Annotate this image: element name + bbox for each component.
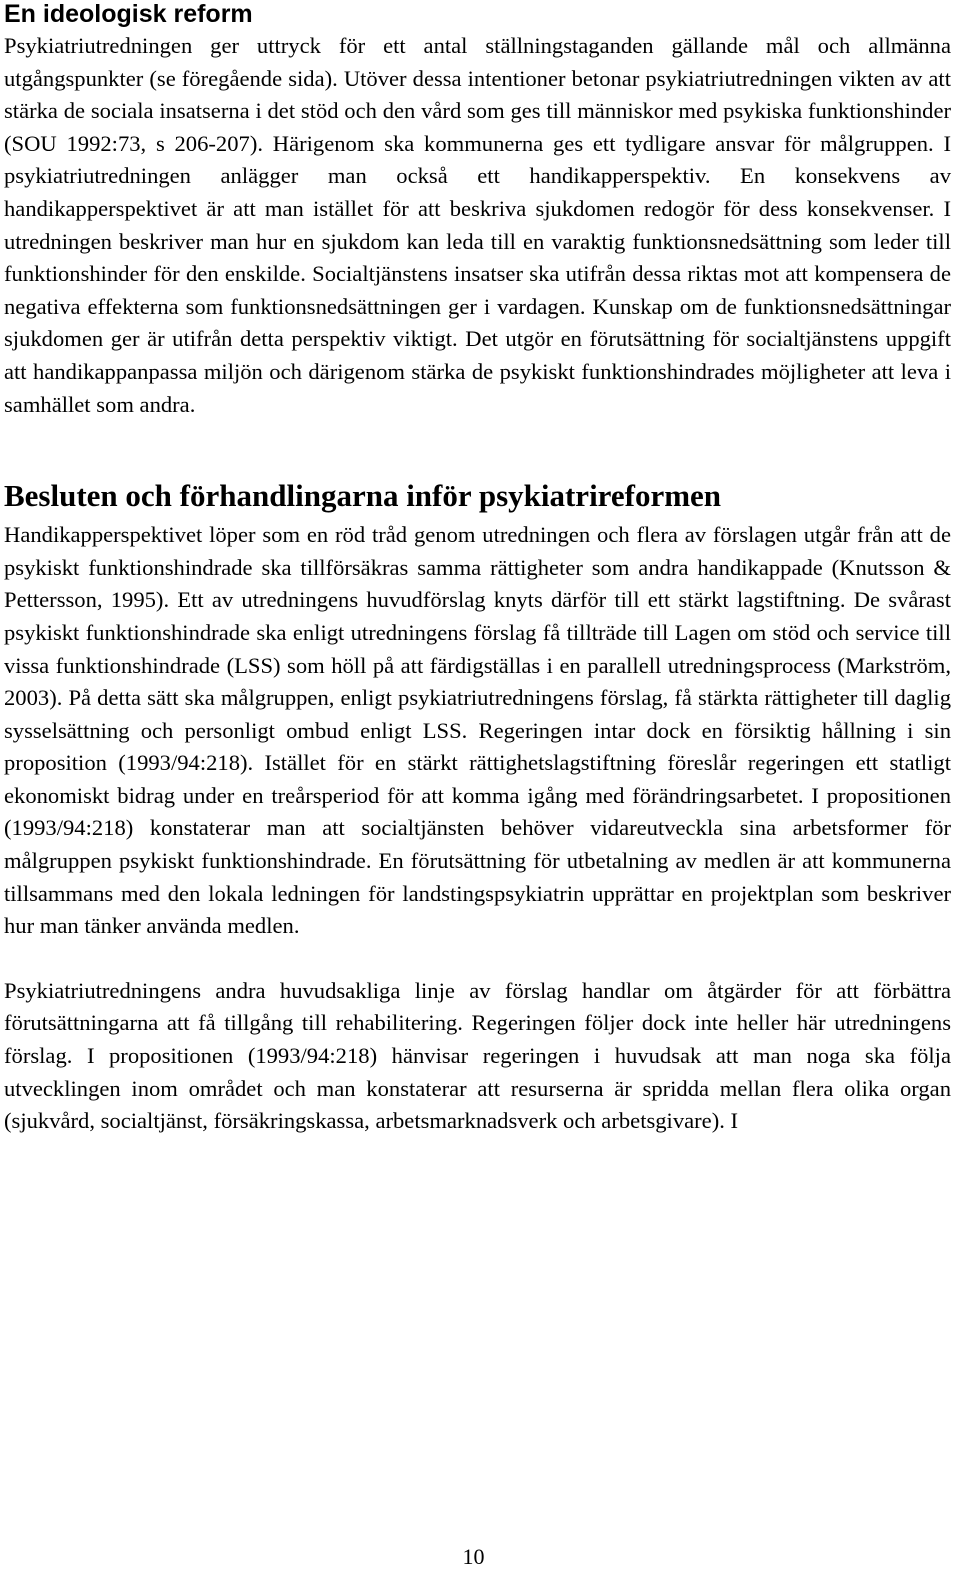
section-heading-decisions: Besluten och förhandlingarna inför psykiatrireformen	[4, 478, 722, 514]
page-number: 10	[462, 1544, 485, 1569]
paragraph-handicap-perspective: Handikapperspektivet löper som en röd tråd genom utredningen och flera av förslagen utgår från att de psykiskt funktionshindrade ska tillförsäkras samma rättigheter som andra handikappade (Knutsson & Pettersson, 1995). Ett av utredningens huvudförslag knyts därför till ett stärkt lagstiftning. De svårast psykiskt funktionshindrade ska enligt utredningens förslag få tillträde till Lagen om stöd och service till vissa funktionshindrade (LSS) som höll på att färdigställas i en parallell utredningsprocess (Markström, 2003). På detta sätt ska målgruppen, enligt psykiatriutredningens förslag, få stärkta rättigheter till daglig sysselsättning och personligt ombud enligt LSS. Regeringen intar dock en försiktig hållning i sin proposition (1993/94:218). Istället för en stärkt rättighetslagstiftning föreslår regeringen ett statligt ekonomiskt bidrag under en treårsperiod för att komma igång med förändringsarbetet. I propositionen (1993/94:218) konstaterar man att socialtjänsten behöver vidareutveckla sina arbetsformer för målgruppen psykiskt funktionshindrade. En förutsättning för utbetalning av medlen är att kommunerna tillsammans med den lokala ledningen för landstingspsykiatrin upprättar en projektplan som beskriver hur man tänker använda medlen.	[4, 522, 951, 939]
paragraph-ideological-reform: Psykiatriutredningen ger uttryck för ett antal ställningstaganden gällande mål och allmänna utgångspunkter (se föregående sida). Utöver dessa intentioner betonar psykiatriutredningen vikten av att stärka de sociala insatserna i det stöd och den vård som ges till människor med psykiska funktionshinder (SOU 1992:73, s 206-207). Härigenom ska kommunerna ges ett tydligare ansvar för målgruppen. I psykiatriutredningen anlägger man också ett handikapperspektiv. En konsekvens av handikapperspektivet är att man istället för att beskriva sjukdomen redogör för dess konsekvenser. I utredningen beskriver man hur en sjukdom kan leda till en varaktig funktionsnedsättning som leder till funktionshinder för den enskilde. Socialtjänstens insatser ska utifrån dessa riktas mot att kompensera de negativa effekterna som funktionsnedsättningen ger i vardagen. Kunskap om de funktionsnedsättningar sjukdomen ger är utifrån detta perspektiv viktigt. Det utgör en förutsättning för socialtjänstens uppgift att handikappanpassa miljön och därigenom stärka de psykiskt funktionshindrades möjligheter att leva i samhället som andra.	[4, 33, 951, 417]
paragraph-rehabilitation: Psykiatriutredningens andra huvudsakliga linje av förslag handlar om åtgärder för att förbättra förutsättningarna att få tillgång till rehabilitering. Regeringen följer dock inte heller här utredningens förslag. I propositionen (1993/94:218) hänvisar regeringen i huvudsak att man noga ska följa utvecklingen inom området och man konstaterar att resurserna är spridda mellan flera olika organ (sjukvård, socialtjänst, försäkringskassa, arbetsmarknadsverk och arbetsgivare). I	[4, 977, 951, 1134]
document-page	[4, 0, 951, 1138]
section-heading-ideological-reform: En ideologisk reform	[4, 0, 253, 28]
